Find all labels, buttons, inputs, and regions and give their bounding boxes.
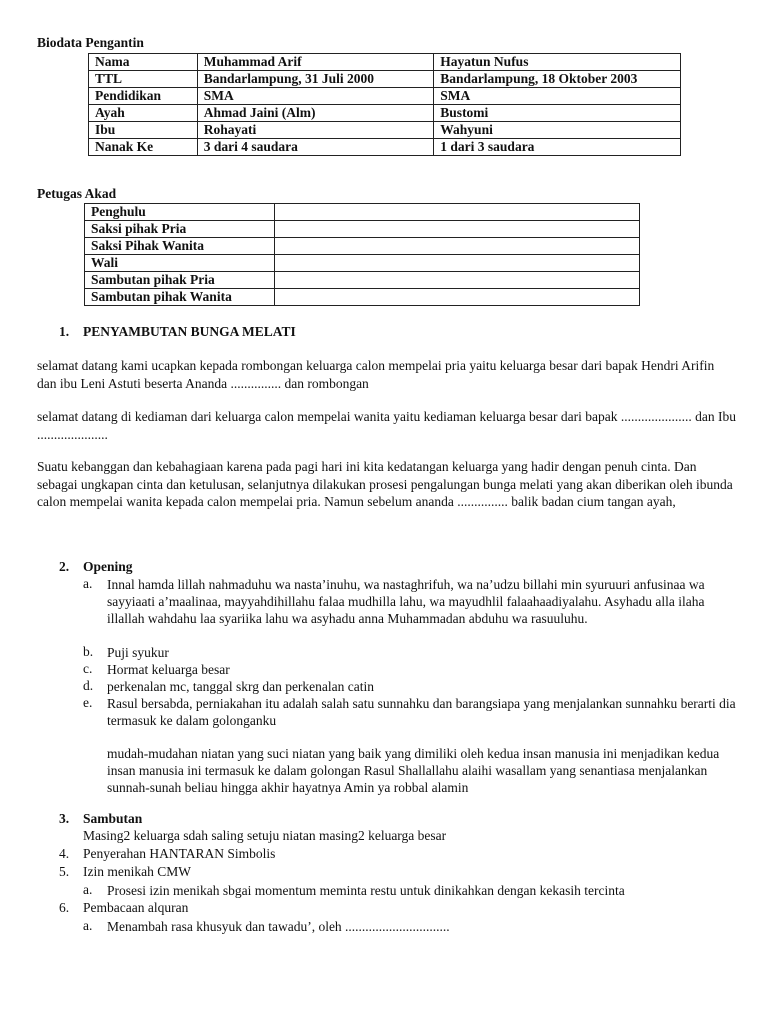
petugas-role: Saksi pihak Pria bbox=[85, 221, 275, 238]
list-item-text: Innal hamda lillah nahmaduhu wa nasta’inuhu, wa nastaghrifuh, wa na’udzu billahi min syuruuri anfusinaa wa sayyiaati a’maalinaa, mayyahdihillahu falaa mudhilla lahu, wa mayudhlil falaahaadiyalahu. Asyhadu alla ilaha illallah wahdahu laa syariika lahu wa asyhadu anna Muhammadan abduhu wa rasuuluhu. bbox=[107, 577, 705, 626]
biodata-label: Nanak Ke bbox=[89, 139, 198, 156]
section-1-paragraph-1: selamat datang kami ucapkan kepada rombongan keluarga calon mempelai pria yaitu keluarga besar dari bapak Hendri Arifin dan ibu Leni Astuti beserta Ananda ............... dan rombongan bbox=[37, 358, 715, 391]
list-item-text: Rasul bersabda, perniakahan itu adalah salah satu sunnahku dan barangsiapa yang menjalankan sunnahku berarti dia termasuk ke dalam golonganku bbox=[107, 696, 736, 728]
biodata-groom: Bandarlampung, 31 Juli 2000 bbox=[197, 71, 434, 88]
list-item-letter: e. bbox=[83, 695, 93, 710]
list-item-letter: b. bbox=[83, 644, 94, 659]
list-item-text: Puji syukur bbox=[107, 645, 169, 660]
section-1-paragraph-3: Suatu kebanggan dan kebahagiaan karena pada pagi hari ini kita kedatangan keluarga yang hadir dengan penuh cinta. Dan sebagai ungkapan cinta dan ketulusan, selanjutnya dilakukan prosesi pengalungan bunga melati yang akan diberikan oleh ibunda calon mempelai wanita kepada calon mempelai pria. Namun sebelum ananda ............... balik badan cium tangan ayah, bbox=[37, 459, 733, 509]
section-4-title: Penyerahan HANTARAN Simbolis bbox=[83, 846, 276, 861]
list-item-text: perkenalan mc, tanggal skrg dan perkenalan catin bbox=[107, 679, 375, 694]
biodata-bride: Wahyuni bbox=[434, 122, 681, 139]
section-3-title: Sambutan bbox=[83, 811, 143, 826]
biodata-bride: 1 dari 3 saudara bbox=[434, 139, 681, 156]
petugas-table bbox=[84, 203, 640, 306]
list-item-letter: a. bbox=[83, 918, 93, 933]
section-3-text: Masing2 keluarga sdah saling setuju niatan masing2 keluarga besar bbox=[83, 828, 447, 843]
biodata-label: Pendidikan bbox=[89, 88, 198, 105]
section-5-number: 5. bbox=[59, 864, 70, 879]
biodata-bride: Hayatun Nufus bbox=[434, 54, 681, 71]
table-row bbox=[89, 54, 681, 71]
section-1-paragraph-2: selamat datang di kediaman dari keluarga calon mempelai wanita yaitu kediaman keluarga besar dari bapak ..................... dan Ibu ..................... bbox=[37, 409, 737, 442]
petugas-value bbox=[274, 204, 639, 221]
petugas-role: Sambutan pihak Wanita bbox=[85, 289, 275, 306]
biodata-bride: Bustomi bbox=[434, 105, 681, 122]
list-item-letter: a. bbox=[83, 882, 93, 897]
section-6-number: 6. bbox=[59, 900, 70, 915]
list-item-letter: a. bbox=[83, 576, 93, 591]
biodata-groom: Muhammad Arif bbox=[197, 54, 434, 71]
section-1-number: 1. bbox=[59, 324, 70, 339]
biodata-table bbox=[88, 53, 681, 156]
table-row bbox=[89, 122, 681, 139]
biodata-label: Ayah bbox=[89, 105, 198, 122]
petugas-role: Sambutan pihak Pria bbox=[85, 272, 275, 289]
list-item-text: Menambah rasa khusyuk dan tawadu’, oleh ............................... bbox=[107, 919, 450, 934]
biodata-title: Biodata Pengantin bbox=[37, 35, 144, 50]
petugas-value bbox=[274, 272, 639, 289]
biodata-groom: Rohayati bbox=[197, 122, 434, 139]
table-row bbox=[85, 204, 640, 221]
biodata-label: Nama bbox=[89, 54, 198, 71]
table-row bbox=[85, 272, 640, 289]
section-6-title: Pembacaan alquran bbox=[83, 900, 189, 915]
section-2-extra-paragraph: mudah-mudahan niatan yang suci niatan yang baik yang dimiliki oleh kedua insan manusia ini menjadikan kedua insan manusia ini termasuk ke dalam golongan Rasul Shallallahu alaihi wasallam yang senantiasa menjalankan sunnah-sunah beliau hingga akhir hayatnya Amin ya robbal alamin bbox=[107, 746, 720, 795]
section-2-number: 2. bbox=[59, 559, 70, 574]
table-row bbox=[85, 289, 640, 306]
biodata-groom: Ahmad Jaini (Alm) bbox=[197, 105, 434, 122]
list-item-text: Prosesi izin menikah sbgai momentum meminta restu untuk dinikahkan dengan kekasih tercinta bbox=[107, 883, 625, 898]
list-item-letter: c. bbox=[83, 661, 93, 676]
biodata-groom: SMA bbox=[197, 88, 434, 105]
biodata-groom: 3 dari 4 saudara bbox=[197, 139, 434, 156]
petugas-role: Saksi Pihak Wanita bbox=[85, 238, 275, 255]
section-3-number: 3. bbox=[59, 811, 70, 826]
section-5-title: Izin menikah CMW bbox=[83, 864, 191, 879]
biodata-label: TTL bbox=[89, 71, 198, 88]
table-row bbox=[89, 88, 681, 105]
petugas-title: Petugas Akad bbox=[37, 186, 117, 201]
table-row bbox=[85, 255, 640, 272]
biodata-bride: SMA bbox=[434, 88, 681, 105]
petugas-value bbox=[274, 255, 639, 272]
section-2-title: Opening bbox=[83, 559, 133, 574]
list-item-text: Hormat keluarga besar bbox=[107, 662, 230, 677]
petugas-value bbox=[274, 238, 639, 255]
table-row bbox=[85, 221, 640, 238]
petugas-role: Penghulu bbox=[85, 204, 275, 221]
petugas-value bbox=[274, 221, 639, 238]
list-item-letter: d. bbox=[83, 678, 94, 693]
biodata-bride: Bandarlampung, 18 Oktober 2003 bbox=[434, 71, 681, 88]
table-row bbox=[89, 139, 681, 156]
biodata-label: Ibu bbox=[89, 122, 198, 139]
section-1-title: PENYAMBUTAN BUNGA MELATI bbox=[83, 324, 296, 339]
table-row bbox=[89, 71, 681, 88]
petugas-role: Wali bbox=[85, 255, 275, 272]
table-row bbox=[85, 238, 640, 255]
petugas-value bbox=[274, 289, 639, 306]
table-row bbox=[89, 105, 681, 122]
section-4-number: 4. bbox=[59, 846, 70, 861]
